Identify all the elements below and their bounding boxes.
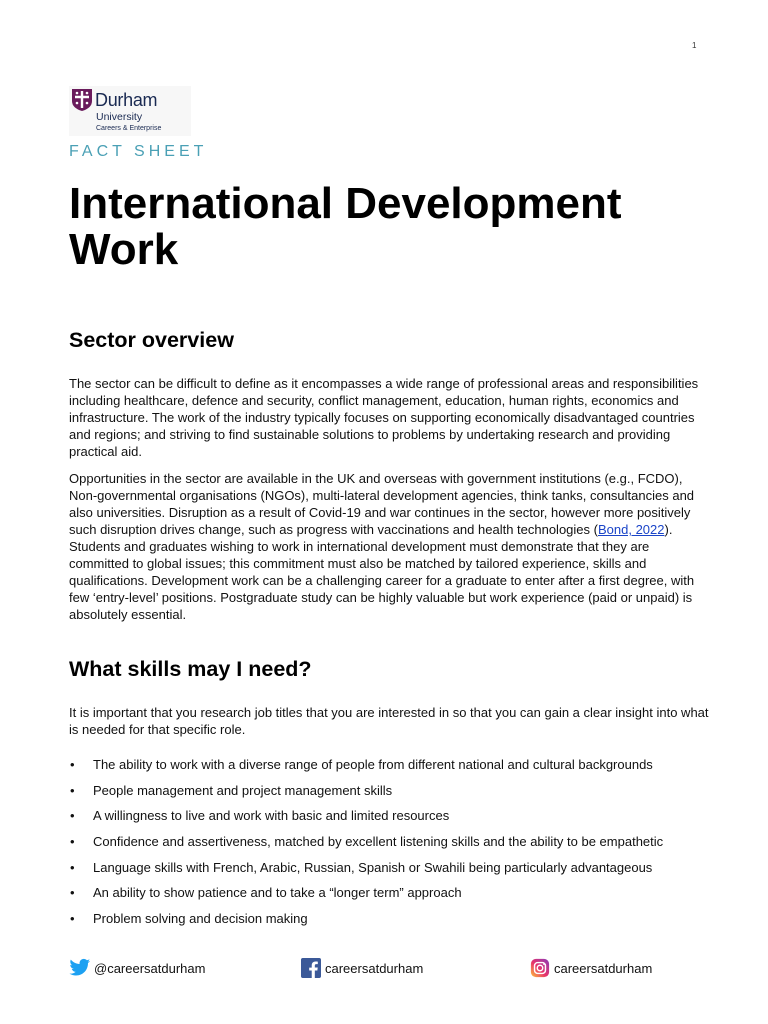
- paragraph-text: Opportunities in the sector are available in the UK and overseas with government institutions (e.g., FCDO), Non-governmental organisations (NGOs), multi-lateral development agencies, think tanks, consultancies and also universities. Disruption as a result of Covid-19 and war continues in the sector, however more positively such disruption drives change, such as progress with vaccinations and health technologies (: [69, 471, 695, 537]
- durham-logo: [69, 86, 191, 136]
- skills-list: [69, 756, 729, 936]
- page-title: International Development Work: [69, 179, 622, 274]
- skills-list-item: • Problem solving and decision making: [69, 910, 729, 936]
- skills-list-item: • People management and project management skills: [69, 782, 729, 808]
- facebook-link[interactable]: [300, 958, 423, 978]
- instagram-link[interactable]: [529, 958, 652, 978]
- sector-overview-heading: Sector overview: [69, 328, 234, 352]
- page-number: 1: [692, 41, 697, 50]
- skills-list-item: • A willingness to live and work with basic and limited resources: [69, 807, 729, 833]
- skills-list-item: • Language skills with French, Arabic, Russian, Spanish or Swahili being particularly advantageous: [69, 859, 729, 885]
- twitter-icon: [69, 958, 91, 978]
- twitter-link[interactable]: [69, 958, 205, 978]
- logo-subtitle: University: [96, 111, 143, 123]
- logo-name: Durham: [95, 90, 158, 110]
- skills-list-item: • Confidence and assertiveness, matched by excellent listening skills and the ability to be empathetic: [69, 833, 729, 859]
- bond-2022-link[interactable]: Bond, 2022: [597, 522, 665, 537]
- skills-intro: It is important that you research job titles that you are interested in so that you can gain a clear insight into what is needed for that specific role.: [69, 705, 709, 737]
- instagram-icon: [529, 958, 551, 978]
- sector-overview-paragraph-1: The sector can be difficult to define as it encompasses a wide range of professional areas and responsibilities including healthcare, defence and security, conflict management, education, human rights, economics and infrastructure. The work of the industry typically focuses on supporting economically disadvantaged countries and regions; and striving to find sustainable solutions to problems by undertaking research and providing practical aid.: [69, 376, 699, 459]
- twitter-handle: @careersatdurham: [94, 960, 206, 976]
- durham-crest-icon: [71, 88, 93, 112]
- instagram-handle: careersatdurham: [554, 960, 653, 976]
- fact-sheet-label: FACT SHEET: [69, 143, 208, 160]
- skills-list-item: • The ability to work with a diverse range of people from different national and cultural backgrounds: [69, 756, 729, 782]
- skills-list-item: • An ability to show patience and to take a “longer term” approach: [69, 884, 729, 910]
- facebook-handle: careersatdurham: [325, 960, 424, 976]
- footer: [0, 958, 768, 988]
- skills-heading: What skills may I need?: [69, 657, 312, 681]
- paragraph-text: ). Students and graduates wishing to work in international development must demonstrate that they are committed to global issues; this commitment must also be matched by tailored experience, skills and qualifications. Development work can be a challenging career for a graduate to enter after a first degree, with few ‘entry-level’ positions. Postgraduate study can be highly valuable but work experience (paid or unpaid) is absolutely essential.: [69, 522, 695, 622]
- sector-overview-paragraph-2: [69, 470, 709, 623]
- facebook-icon: [300, 958, 322, 978]
- logo-department: Careers & Enterprise: [96, 125, 162, 132]
